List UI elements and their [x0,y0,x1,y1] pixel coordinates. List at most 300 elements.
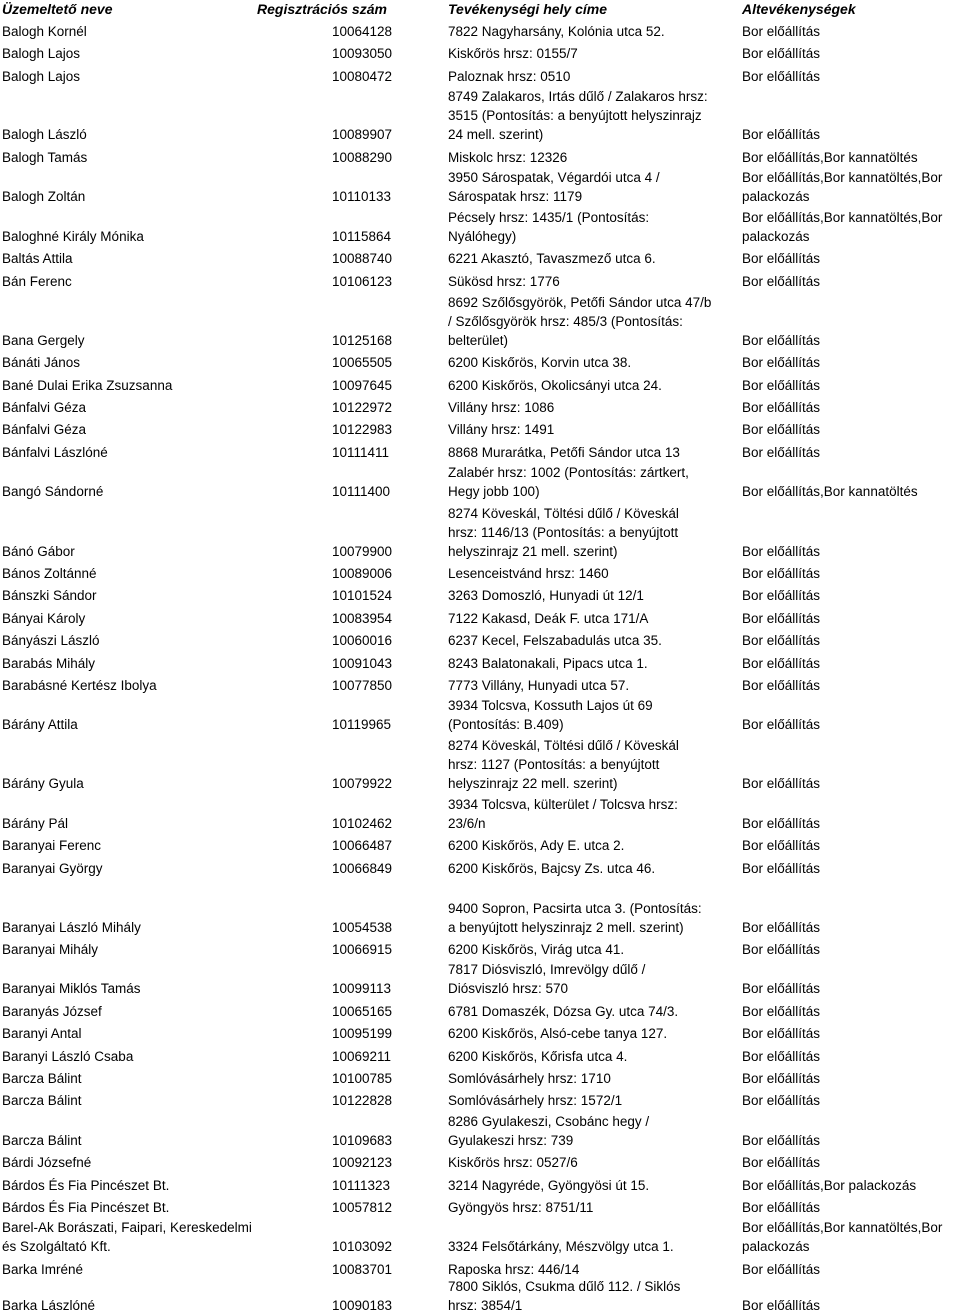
site-address-line: helyszinrajz 22 mell. szerint) [448,776,618,791]
operator-name-cell [2,1069,327,1088]
sub-activities-cell [742,148,960,167]
operator-name-cell [2,918,327,937]
sub-activities-cell [742,715,960,734]
site-address-line: helyszinrajz 21 mell. szerint) [448,544,618,559]
site-address-line: 8274 Köveskál, Töltési dűlő / Köveskál [448,738,679,753]
sub-activities-line: Bor előállítás [742,1093,821,1108]
site-address-line: (Pontosítás: B.409) [448,717,564,732]
registration-number-cell [332,1296,442,1315]
registration-number-line: 10080472 [332,69,393,84]
registration-number-line: 10115864 [332,229,392,244]
registration-number-cell [332,1198,442,1217]
site-address-line: 24 mell. szerint) [448,127,544,142]
table-row [0,439,960,462]
registration-number-line: 10079922 [332,776,393,791]
sub-activities-line: Bor előállítás [742,1200,821,1215]
operator-name-cell [2,331,327,350]
operator-name-cell [2,1153,327,1172]
site-address-cell [448,463,738,501]
registration-number-line: 10065505 [332,355,393,370]
site-address-line: 6200 Kiskőrös, Virág utca 41. [448,942,625,957]
site-address-line: 8243 Balatonakali, Pipacs utca 1. [448,656,648,671]
registration-number-line: 10088290 [332,150,393,165]
table-row [0,1195,960,1217]
registration-number-cell [332,1047,442,1066]
site-address-line: 6200 Kiskőrös, Alsó-cebe tanya 127. [448,1026,668,1041]
sub-activities-cell [742,44,960,63]
sub-activities-cell [742,979,960,998]
site-address-line: Nyálóhegy) [448,229,517,244]
sub-activities-cell [742,859,960,878]
sub-activities-line: Bor előállítás [742,920,821,935]
operator-name-line: Barabás Mihály [2,656,96,671]
operator-name-line: Bányai Károly [2,611,86,626]
site-address-line: Somlóvásárhely hrsz: 1572/1 [448,1093,623,1108]
sub-activities-line: Bor előállítás,Bor kannatöltés [742,484,918,499]
sub-activities-cell [742,836,960,855]
site-address-cell [448,609,738,628]
sub-activities-line: Bor előállítás [742,942,821,957]
site-address-cell [448,168,738,206]
operator-name-cell [2,1024,327,1043]
registration-number-line: 10095199 [332,1026,393,1041]
registration-number-cell [332,420,442,439]
registration-number-cell [332,631,442,650]
site-address-line: Sárospatak hrsz: 1179 [448,189,583,204]
table-row [0,18,960,41]
registration-number-line: 10054538 [332,920,393,935]
site-address-line: 8749 Zalakaros, Irtás dűlő / Zalakaros hrsz: [448,89,708,104]
operator-name-cell [2,1198,327,1217]
sub-activities-cell [742,22,960,41]
operator-name-line: Baltás Attila [2,251,73,266]
registration-number-line: 10089006 [332,566,393,581]
table-row [0,63,960,86]
sub-activities-cell [742,272,960,291]
registration-number-line: 10092123 [332,1155,393,1170]
sub-activities-cell [742,631,960,650]
site-address-line: Gyulakeszi hrsz: 739 [448,1133,574,1148]
operator-name-cell [2,586,327,605]
sub-activities-line: palackozás [742,1239,810,1254]
operator-name-line: Bánó Gábor [2,544,75,559]
sub-activities-cell [742,1176,960,1195]
site-address-line: 3515 (Pontosítás: a benyújtott helyszinrajz [448,108,702,123]
operator-name-cell [2,715,327,734]
site-address-line: Somlóvásárhely hrsz: 1710 [448,1071,611,1086]
table-row [0,583,960,605]
site-address-cell [448,1091,738,1110]
site-address-line: 8868 Murarátka, Petőfi Sándor utca 13 [448,445,680,460]
sub-activities-line: Bor előállítás [742,544,821,559]
registration-number-cell [332,353,442,372]
site-address-cell [448,1198,738,1217]
operator-name-line: Bana Gergely [2,333,85,348]
registration-number-cell [332,715,442,734]
registration-number-cell [332,148,442,167]
sub-activities-line: Bor előállítás [742,46,821,61]
sub-activities-line: Bor előállítás,Bor kannatöltés,Bor [742,170,943,185]
sub-activities-cell [742,1002,960,1021]
site-address-cell [448,676,738,695]
sub-activities-line: Bor előállítás [742,445,821,460]
registration-number-line: 10101524 [332,588,393,603]
operator-name-cell [2,1002,327,1021]
operator-name-line: és Szolgáltató Kft. [2,1239,111,1254]
table-row [0,372,960,395]
operator-name-line: Balogh Zoltán [2,189,86,204]
site-address-line: Lesenceistvánd hrsz: 1460 [448,566,609,581]
operator-name-cell [2,249,327,268]
operator-name-line: Balogh Lajos [2,69,81,84]
site-address-line: a benyújtott helyszinrajz 2 mell. szerint) [448,920,684,935]
registration-number-cell [332,227,442,246]
operator-name-cell [2,272,327,291]
operator-name-line: Bárány Pál [2,816,69,831]
sub-activities-line: Bor előállítás [742,717,821,732]
sub-activities-cell [742,67,960,86]
sub-activities-cell [742,398,960,417]
registration-number-line: 10111323 [332,1178,391,1193]
operator-name-line: Balogh László [2,127,87,142]
operator-name-cell [2,836,327,855]
site-address-cell [448,836,738,855]
sub-activities-line: Bor előállítás,Bor palackozás [742,1178,917,1193]
site-address-line: Villány hrsz: 1086 [448,400,555,415]
site-address-line: 6200 Kiskőrös, Ady E. utca 2. [448,838,625,853]
operator-name-line: Barka Imréné [2,1262,84,1277]
site-address-cell [448,654,738,673]
site-address-cell [448,1237,738,1256]
site-address-line: 6200 Kiskőrös, Bajcsy Zs. utca 46. [448,861,656,876]
sub-activities-cell [742,1131,960,1150]
table-row [0,855,960,878]
site-address-line: / Szőlősgyörök hrsz: 485/3 (Pontosítás: [448,314,683,329]
sub-activities-line: Bor előállítás [742,588,821,603]
site-address-line: 8692 Szőlősgyörök, Petőfi Sándor utca 47/b [448,295,712,310]
registration-number-line: 10125168 [332,333,393,348]
registration-number-line: 10109683 [332,1133,393,1148]
registration-number-cell [332,940,442,959]
sub-activities-line: Bor előállítás [742,611,821,626]
sub-activities-cell [742,654,960,673]
site-address-line: hrsz: 1146/13 (Pontosítás: a benyújtott [448,525,679,540]
table-row [0,268,960,291]
site-address-line: 6200 Kiskőrös, Kőrisfa utca 4. [448,1049,628,1064]
site-address-line: 7817 Diósviszló, Imrevölgy dűlő / [448,962,646,977]
table-row [0,561,960,583]
operator-name-cell [2,940,327,959]
operator-name-line: Balogh Lajos [2,46,81,61]
site-address-cell [448,443,738,462]
site-address-cell [448,249,738,268]
sub-activities-line: Bor előállítás [742,355,821,370]
table-row [0,650,960,673]
registration-number-cell [332,774,442,793]
site-address-cell [448,1153,738,1172]
sub-activities-cell [742,482,960,501]
site-address-line: 6781 Domaszék, Dózsa Gy. utca 74/3. [448,1004,679,1019]
site-address-cell [448,1176,738,1195]
sub-activities-line: Bor előállítás [742,678,821,693]
registration-number-cell [332,398,442,417]
table-row [0,501,960,561]
registration-number-line: 10066915 [332,942,393,957]
registration-number-line: 10066487 [332,838,393,853]
operator-name-cell [2,1047,327,1066]
operator-name-line: Barabásné Kertész Ibolya [2,678,157,693]
registration-number-line: 10077850 [332,678,393,693]
sub-activities-cell [742,420,960,439]
operator-name-line: Bárány Attila [2,717,78,732]
operator-name-cell [2,1296,327,1315]
sub-activities-cell [742,1153,960,1172]
sub-activities-line: Bor előállítás [742,633,821,648]
table-row [0,1110,960,1150]
registration-number-line: 10122972 [332,400,393,415]
operator-name-line: Barka Lászlóné [2,1298,96,1313]
site-address-line: Kiskőrös hrsz: 0527/6 [448,1155,578,1170]
sub-activities-line: Bor előállítás [742,1004,821,1019]
operator-name-cell [2,125,327,144]
table-row [0,86,960,144]
sub-activities-line: Bor előállítás [742,69,821,84]
operator-name-cell [2,564,327,583]
table-row [0,246,960,268]
table-row [0,959,960,998]
site-address-line: Diósviszló hrsz: 570 [448,981,569,996]
site-address-cell [448,940,738,959]
site-address-line: Hegy jobb 100) [448,484,540,499]
registration-number-line: 10119965 [332,717,392,732]
operator-name-line: Bárány Gyula [2,776,84,791]
table-row [0,605,960,628]
operator-name-line: Balogh Tamás [2,150,88,165]
registration-number-cell [332,1176,442,1195]
operator-name-cell [2,814,327,833]
sub-activities-line: Bor előállítás [742,816,821,831]
registration-number-line: 10102462 [332,816,393,831]
site-address-cell [448,1002,738,1021]
registration-number-cell [332,836,442,855]
registration-number-cell [332,859,442,878]
registration-number-line: 10057812 [332,1200,393,1215]
site-address-line: 3934 Tolcsva, Kossuth Lajos út 69 [448,698,653,713]
table-row [0,1088,960,1110]
site-address-cell [448,1047,738,1066]
operator-name-line: Balogh Kornél [2,24,87,39]
operator-name-line: Bányászi László [2,633,100,648]
registration-number-line: 10110133 [332,189,392,204]
site-address-cell [448,1277,738,1315]
operator-name-cell [2,1260,327,1279]
sub-activities-line: Bor előállítás [742,656,821,671]
sub-activities-cell [742,168,960,206]
sub-activities-cell [742,1296,960,1315]
operator-name-cell [2,609,327,628]
sub-activities-cell [742,443,960,462]
site-address-cell [448,1069,738,1088]
operator-name-line: Barcza Bálint [2,1093,82,1108]
operator-name-line: Barcza Bálint [2,1071,82,1086]
sub-activities-line: Bor előállítás [742,1298,821,1313]
registration-number-cell [332,125,442,144]
site-address-line: 8274 Köveskál, Töltési dűlő / Köveskál [448,506,679,521]
registration-number-cell [332,1024,442,1043]
registration-number-cell [332,1069,442,1088]
registration-number-cell [332,1260,442,1279]
site-address-line: Paloznak hrsz: 0510 [448,69,571,84]
operator-name-cell [2,979,327,998]
operator-name-line: Bárdi Józsefné [2,1155,92,1170]
registration-number-cell [332,814,442,833]
sub-activities-cell [742,814,960,833]
sub-activities-cell [742,542,960,561]
operator-name-cell [2,859,327,878]
sub-activities-line: Bor előállítás [742,1071,821,1086]
table-row [0,1043,960,1066]
site-address-cell [448,736,738,793]
site-address-cell [448,87,738,144]
table-row [0,998,960,1021]
registration-number-line: 10089907 [332,127,393,142]
sub-activities-line: Bor előállítás [742,274,821,289]
operator-name-line: Baranyai Ferenc [2,838,102,853]
sub-activities-cell [742,331,960,350]
operator-name-cell [2,482,327,501]
registration-number-cell [332,187,442,206]
site-address-cell [448,148,738,167]
sub-activities-line: Bor előállítás [742,1049,821,1064]
site-address-line: 3950 Sárospatak, Végardói utca 4 / [448,170,660,185]
site-address-line: 7122 Kakasd, Deák F. utca 171/A [448,611,649,626]
site-address-cell [448,22,738,41]
sub-activities-line: Bor előállítás [742,1262,821,1277]
site-address-cell [448,795,738,833]
registration-number-line: 10083701 [332,1262,393,1277]
registration-number-line: 10103092 [332,1239,393,1254]
operator-name-line: Bánfalvi Géza [2,400,87,415]
sub-activities-line: Bor előállítás [742,422,821,437]
sub-activities-cell [742,564,960,583]
registration-number-line: 10111411 [332,445,390,460]
sub-activities-line: palackozás [742,229,810,244]
registration-number-cell [332,1091,442,1110]
operator-name-line: Bánfalvi Lászlóné [2,445,108,460]
operator-name-line: Baranyai György [2,861,103,876]
table-row [0,41,960,63]
sub-activities-cell [742,208,960,246]
operator-name-cell [2,443,327,462]
operator-name-cell [2,774,327,793]
table-row [0,1172,960,1195]
operator-name-line: Baranyai László Mihály [2,920,141,935]
site-address-cell [448,208,738,246]
site-address-cell [448,1112,738,1150]
site-address-cell [448,420,738,439]
site-address-line: Zalabér hrsz: 1002 (Pontosítás: zártkert, [448,465,689,480]
table-row [0,695,960,734]
operator-name-cell [2,376,327,395]
site-address-line: 6221 Akasztó, Tavaszmező utca 6. [448,251,656,266]
operator-name-line: Baranyás József [2,1004,102,1019]
site-address-line: belterület) [448,333,509,348]
table-row [0,1279,960,1315]
header-operator-name: Üzemeltető neve [2,1,113,17]
operator-name-line: Baloghné Király Mónika [2,229,144,244]
site-address-line: 6200 Kiskőrös, Korvin utca 38. [448,355,632,370]
sub-activities-line: Bor előállítás [742,1026,821,1041]
site-address-line: Kiskőrös hrsz: 0155/7 [448,46,578,61]
registration-number-line: 10122983 [332,422,393,437]
sub-activities-line: Bor előállítás [742,127,821,142]
sub-activities-line: Bor előállítás [742,333,821,348]
operator-name-cell [2,398,327,417]
registration-number-line: 10111400 [332,484,391,499]
site-address-line: 3934 Tolcsva, külterület / Tolcsva hrsz: [448,797,678,812]
table-row [0,167,960,206]
operator-name-line: Barcza Bálint [2,1133,82,1148]
operator-name-cell [2,227,327,246]
sub-activities-line: palackozás [742,189,810,204]
table-header [0,0,960,18]
sub-activities-cell [742,125,960,144]
sub-activities-cell [742,1198,960,1217]
operator-name-line: Baranyi László Csaba [2,1049,134,1064]
site-address-cell [448,899,738,937]
table-row [0,395,960,417]
registration-number-cell [332,272,442,291]
sub-activities-line: Bor előállítás [742,861,821,876]
sub-activities-cell [742,774,960,793]
site-address-line: 7800 Siklós, Csukma dűlő 112. / Siklós [448,1279,681,1294]
registration-number-cell [332,1237,442,1256]
operator-name-cell [2,1131,327,1150]
site-address-line: hrsz: 3854/1 [448,1298,523,1313]
table-row [0,144,960,167]
registration-number-cell [332,1002,442,1021]
registration-number-line: 10100785 [332,1071,393,1086]
header-site-address: Tevékenységi hely címe [448,1,608,17]
sub-activities-line: Bor előállítás [742,251,821,266]
table-row [0,878,960,937]
sub-activities-line: Bor előállítás [742,776,821,791]
site-address-cell [448,564,738,583]
site-address-cell [448,859,738,878]
site-address-cell [448,293,738,350]
table-row [0,350,960,372]
operator-name-cell [2,420,327,439]
operator-name-line: Bánáti János [2,355,81,370]
registration-number-cell [332,564,442,583]
site-address-cell [448,960,738,998]
site-address-line: Miskolc hrsz: 12326 [448,150,568,165]
registration-number-line: 10090183 [332,1298,393,1313]
site-address-line: hrsz: 1127 (Pontosítás: a benyújtott [448,757,660,772]
sub-activities-line: Bor előállítás [742,400,821,415]
table-row [0,673,960,695]
header-sub-activities: Altevékenységek [742,1,856,17]
table-row [0,1021,960,1043]
table-row [0,417,960,439]
site-address-cell [448,586,738,605]
table-row [0,1217,960,1256]
operator-name-line: Bánfalvi Géza [2,422,87,437]
table-row [0,628,960,650]
operator-name-line: Bán Ferenc [2,274,72,289]
registration-number-line: 10097645 [332,378,393,393]
site-address-cell [448,67,738,86]
